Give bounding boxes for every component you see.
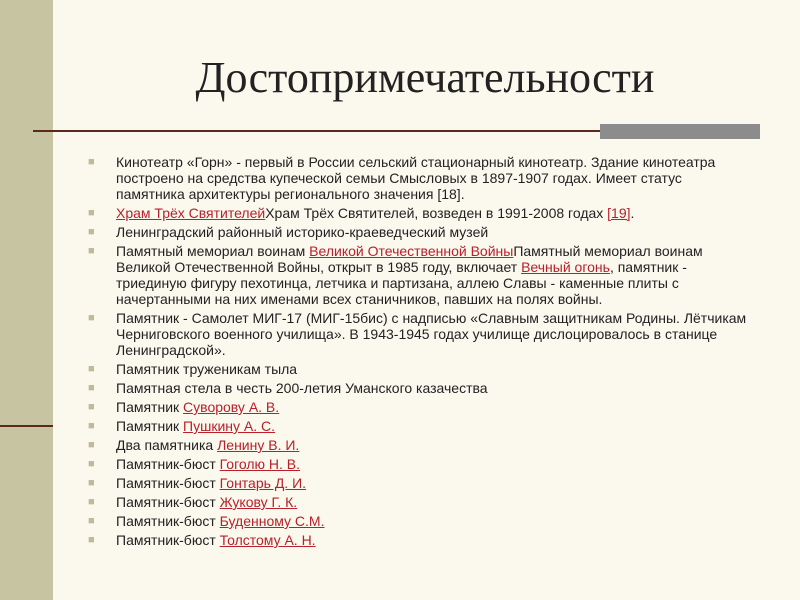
list-item: ■ Памятник Суворову А. В. xyxy=(88,399,280,415)
bullet-list-container xyxy=(88,154,748,551)
bullet-icon: ■ xyxy=(88,515,95,527)
link-ref-19[interactable]: [19] xyxy=(607,205,631,221)
list-item: ■ Памятник Пушкину А. С. xyxy=(88,418,276,434)
bullet-icon: ■ xyxy=(88,382,95,394)
list-item: ■ Памятный мемориал воинам Великой Отечественной ВойныПамятный мемориал воинам Великой Отечественной Войны, открыт в 1985 году, включает Вечный огонь, памятник - триединую фигуру пехотинца, летчика и партизана, аллею Славы - каменные плиты с начертанными на них именами всех станичников, павших на полях войны. xyxy=(88,243,703,307)
bullet-icon: ■ xyxy=(88,439,95,451)
bullet-icon: ■ xyxy=(88,534,95,546)
list-item: ■ Памятник труженикам тыла xyxy=(88,361,298,377)
link-great-patriotic-war[interactable]: Великой Отечественной Войны xyxy=(309,243,514,259)
list-item: ■ Памятник-бюст Гоголю Н. В. xyxy=(88,456,301,472)
bullet-icon: ■ xyxy=(88,401,95,413)
list-item: ■ Памятник-бюст Толстому А. Н. xyxy=(88,532,316,548)
list-item: ■ Памятник-бюст Жукову Г. К. xyxy=(88,494,298,510)
list-item: ■ Памятник-бюст Гонтарь Д. И. xyxy=(88,475,307,491)
list-item: ■ Кинотеатр «Горн» - первый в России сельский стационарный кинотеатр. Здание кинотеатра построено на средства купеческой семьи Смысловых в 1897-1907 годах. Имеет статус памятника архитектуры регионального значения [18]. xyxy=(88,154,716,202)
bullet-icon: ■ xyxy=(88,207,95,219)
link-zhukov[interactable]: Жукову Г. К. xyxy=(219,494,298,510)
link-budyonny[interactable]: Буденному С.М. xyxy=(219,513,325,529)
bullet-icon: ■ xyxy=(88,363,95,375)
bullet-icon: ■ xyxy=(88,226,95,238)
link-pushkin[interactable]: Пушкину А. С. xyxy=(183,418,276,434)
list-item: ■ Храм Трёх СвятителейХрам Трёх Святителей, возведен в 1991-2008 годах [19]. xyxy=(88,205,635,221)
link-eternal-flame[interactable]: Вечный огонь xyxy=(521,259,610,275)
link-temple[interactable]: Храм Трёх Святителей xyxy=(116,205,266,221)
bullet-icon: ■ xyxy=(88,245,95,257)
list-item: ■ Два памятника Ленину В. И. xyxy=(88,437,300,453)
list-item: ■ Ленинградский районный историко-краеведческий музей xyxy=(88,224,489,240)
list-item: ■ Памятник - Самолет МИГ-17 (МИГ-15бис) с надписью «Славным защитникам Родины. Лётчикам Черниговского военного училища». В 1943-1945 годах училище дислоцировалось в станице Ленинградской». xyxy=(88,310,747,358)
bullet-icon: ■ xyxy=(88,420,95,432)
link-gontar[interactable]: Гонтарь Д. И. xyxy=(219,475,307,491)
title-rule-accent xyxy=(600,124,760,139)
link-gogol[interactable]: Гоголю Н. В. xyxy=(219,456,301,472)
sidebar-decoration xyxy=(0,0,53,600)
link-suvorov[interactable]: Суворову А. В. xyxy=(183,399,280,415)
bullet-icon: ■ xyxy=(88,312,95,324)
bullet-icon: ■ xyxy=(88,458,95,470)
list-item: ■ Памятная стела в честь 200-летия Уманского казачества xyxy=(88,380,488,396)
bullet-icon: ■ xyxy=(88,477,95,489)
link-tolstoy[interactable]: Толстому А. Н. xyxy=(219,532,316,548)
slide-title: Достопримечательности xyxy=(195,53,655,102)
link-lenin[interactable]: Ленину В. И. xyxy=(217,437,300,453)
bullet-icon: ■ xyxy=(88,156,95,168)
bullet-icon: ■ xyxy=(88,496,95,508)
list-item: ■ Памятник-бюст Буденному С.М. xyxy=(88,513,325,529)
sidebar-divider xyxy=(0,425,53,427)
